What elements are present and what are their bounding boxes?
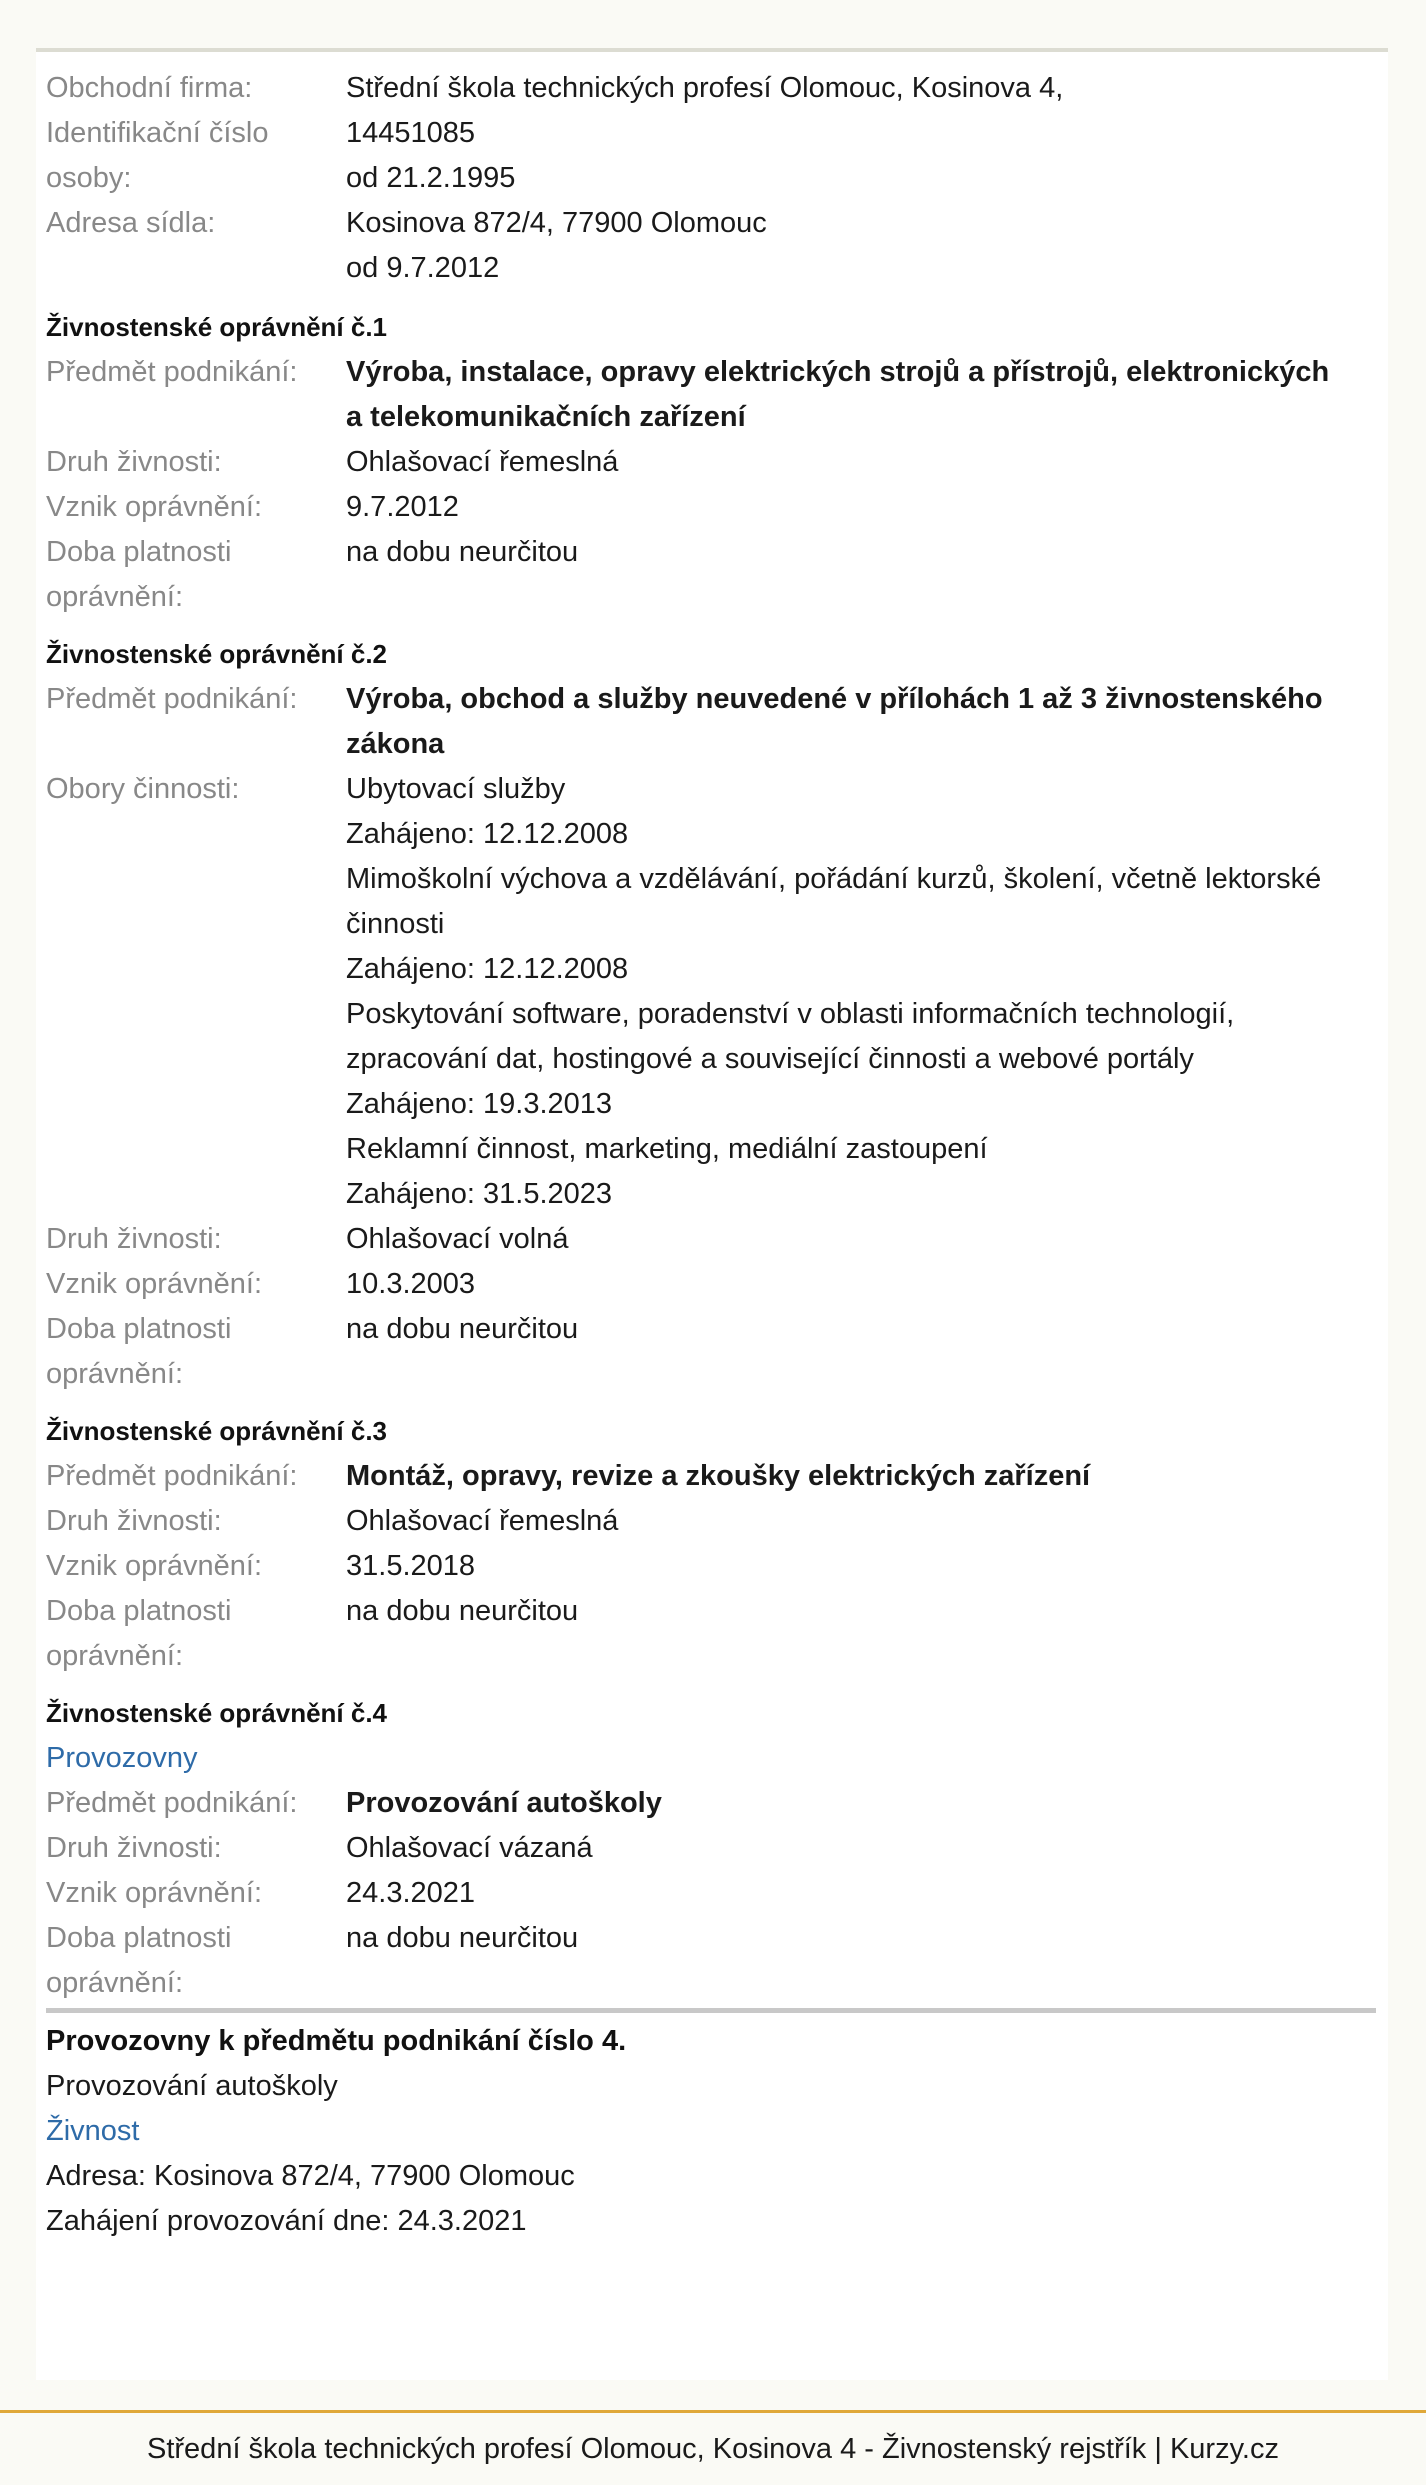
- permit-1-type-label: Druh živnosti:: [46, 446, 222, 478]
- company-address-label: Adresa sídla:: [46, 207, 216, 239]
- provozovny-link[interactable]: Provozovny: [46, 1742, 198, 1774]
- permit-2-type-label: Druh živnosti:: [46, 1223, 222, 1255]
- footer-text: Střední škola technických profesí Olomouc, Kosinova 4 - Živnostenský rejstřík | Kurzy.cz: [147, 2433, 1279, 2465]
- permit-1-subject-label: Předmět podnikání:: [46, 356, 298, 388]
- permit-4-origin-value: 24.3.2021: [346, 1877, 476, 1909]
- permit-2-subject-line: zákona: [346, 728, 445, 760]
- company-name-label: Obchodní firma:: [46, 72, 253, 104]
- permit-3-subject-value: Montáž, opravy, revize a zkoušky elektrických zařízení: [346, 1460, 1091, 1492]
- permit-2-field-line: Zahájeno: 31.5.2023: [346, 1178, 613, 1210]
- permit-1-validity-label: [46, 530, 346, 620]
- permit-4-validity-label: [46, 1916, 346, 2006]
- permit-1-subject-value: [346, 350, 1376, 440]
- permit-1-subject-row: [46, 350, 1376, 440]
- permit-2-fields-value: [346, 767, 1376, 1217]
- page-footer: [0, 2410, 1426, 2485]
- permit-1-validity-row: [46, 530, 1376, 620]
- permit-2-origin-row: [46, 1262, 1376, 1307]
- permit-2-field-line: zpracování dat, hostingové a související činnosti a webové portály: [346, 1043, 1194, 1075]
- permit-2-validity-value: na dobu neurčitou: [346, 1313, 579, 1345]
- permit-4-title: Živnostenské oprávnění č.4: [46, 1698, 388, 1728]
- company-address-row: [46, 201, 1376, 291]
- permit-2-field-line: Poskytování software, poradenství v oblasti informačních technologií,: [346, 998, 1235, 1030]
- permit-4-type-row: [46, 1826, 1376, 1871]
- permit-3-type-row: [46, 1499, 1376, 1544]
- permit-2-field-line: činnosti: [346, 908, 445, 940]
- permit-1-title: Živnostenské oprávnění č.1: [46, 312, 388, 342]
- permit-2-fields-row: [46, 767, 1376, 1217]
- permit-2-validity-label-line1: Doba platnosti: [46, 1313, 232, 1345]
- permit-2-type-value: Ohlašovací volná: [346, 1223, 569, 1255]
- establishment-start: Zahájení provozování dne: 24.3.2021: [46, 2205, 527, 2237]
- permit-2-field-line: Ubytovací služby: [346, 773, 566, 805]
- permit-2-field-line: Zahájeno: 19.3.2013: [346, 1088, 613, 1120]
- permit-4-type-label: Druh živnosti:: [46, 1832, 222, 1864]
- company-ico-label: [46, 111, 346, 201]
- permit-4-subject-label: Předmět podnikání:: [46, 1787, 298, 1819]
- permit-2-field-line: Zahájeno: 12.12.2008: [346, 953, 629, 985]
- permit-3-validity-value: na dobu neurčitou: [346, 1595, 579, 1627]
- permit-1-origin-label: Vznik oprávnění:: [46, 491, 263, 523]
- company-address-text: Kosinova 872/4, 77900 Olomouc: [346, 207, 767, 239]
- permit-4-origin-label: Vznik oprávnění:: [46, 1877, 263, 1909]
- permit-2-field-line: Zahájeno: 12.12.2008: [346, 818, 629, 850]
- section-divider: [46, 2008, 1376, 2013]
- permit-2-field-line: Reklamní činnost, marketing, mediální zastoupení: [346, 1133, 988, 1165]
- permit-4-validity-label-line1: Doba platnosti: [46, 1922, 232, 1954]
- company-name-value: Střední škola technických profesí Olomouc, Kosinova 4,: [346, 72, 1064, 104]
- permit-2-origin-label: Vznik oprávnění:: [46, 1268, 263, 1300]
- permit-1-type-row: [46, 440, 1376, 485]
- permit-2-validity-label: [46, 1307, 346, 1397]
- permit-4-type-value: Ohlašovací vázaná: [346, 1832, 593, 1864]
- main-panel: [36, 48, 1388, 2380]
- permit-3-validity-row: [46, 1589, 1376, 1679]
- company-address-since: od 9.7.2012: [346, 252, 500, 284]
- company-ico-number: 14451085: [346, 117, 476, 149]
- permit-1-subject-line: Výroba, instalace, opravy elektrických strojů a přístrojů, elektronických: [346, 356, 1330, 388]
- permit-3-validity-label-line1: Doba platnosti: [46, 1595, 232, 1627]
- permit-3-origin-label: Vznik oprávnění:: [46, 1550, 263, 1582]
- permit-4-validity-value: na dobu neurčitou: [346, 1922, 579, 1954]
- permit-2-origin-value: 10.3.2003: [346, 1268, 476, 1300]
- permit-3-type-value: Ohlašovací řemeslná: [346, 1505, 619, 1537]
- permit-3-title: Živnostenské oprávnění č.3: [46, 1416, 388, 1446]
- permit-4-validity-row: [46, 1916, 1376, 2006]
- permit-2-title: Živnostenské oprávnění č.2: [46, 639, 388, 669]
- company-address-value: [346, 201, 1376, 291]
- permit-1-origin-row: [46, 485, 1376, 530]
- permit-3-origin-value: 31.5.2018: [346, 1550, 476, 1582]
- permit-2-subject-line: Výroba, obchod a služby neuvedené v přílohách 1 až 3 živnostenského: [346, 683, 1323, 715]
- permit-3-subject-label: Předmět podnikání:: [46, 1460, 298, 1492]
- permit-3-type-label: Druh živnosti:: [46, 1505, 222, 1537]
- permit-1-origin-value: 9.7.2012: [346, 491, 459, 523]
- company-ico-label-line1: Identifikační číslo: [46, 117, 269, 149]
- permit-4-validity-label-line2: oprávnění:: [46, 1967, 184, 1999]
- permit-3-validity-label-line2: oprávnění:: [46, 1640, 184, 1672]
- permit-2-validity-row: [46, 1307, 1376, 1397]
- permit-2-field-line: Mimoškolní výchova a vzdělávání, pořádání kurzů, školení, včetně lektorské: [346, 863, 1322, 895]
- permit-4-subject-row: [46, 1781, 1376, 1826]
- permit-1-validity-value: na dobu neurčitou: [346, 536, 579, 568]
- permit-4-origin-row: [46, 1871, 1376, 1916]
- permit-2-subject-row: [46, 677, 1376, 767]
- establishment-address: Adresa: Kosinova 872/4, 77900 Olomouc: [46, 2160, 575, 2192]
- permit-3-validity-label: [46, 1589, 346, 1679]
- permit-1-validity-label-line1: Doba platnosti: [46, 536, 232, 568]
- permit-2-type-row: [46, 1217, 1376, 1262]
- permit-3-origin-row: [46, 1544, 1376, 1589]
- company-ico-since: od 21.2.1995: [346, 162, 516, 194]
- establishment-subject: Provozování autoškoly: [46, 2070, 338, 2102]
- permit-2-subject-label: Předmět podnikání:: [46, 683, 298, 715]
- permit-1-subject-line: a telekomunikačních zařízení: [346, 401, 746, 433]
- zivnost-link[interactable]: Živnost: [46, 2115, 140, 2147]
- permit-1-type-value: Ohlašovací řemeslná: [346, 446, 619, 478]
- company-name-row: [46, 66, 1376, 111]
- company-ico-label-line2: osoby:: [46, 162, 132, 194]
- permit-2-fields-label: Obory činnosti:: [46, 773, 240, 805]
- company-ico-value: [346, 111, 1376, 201]
- company-ico-row: [46, 111, 1376, 201]
- permit-1-validity-label-line2: oprávnění:: [46, 581, 184, 613]
- establishments-heading: Provozovny k předmětu podnikání číslo 4.: [46, 2025, 627, 2057]
- permit-3-subject-row: [46, 1454, 1376, 1499]
- register-content: [46, 66, 1376, 2244]
- permit-4-subject-value: Provozování autoškoly: [346, 1787, 662, 1819]
- permit-2-validity-label-line2: oprávnění:: [46, 1358, 184, 1390]
- permit-2-subject-value: [346, 677, 1376, 767]
